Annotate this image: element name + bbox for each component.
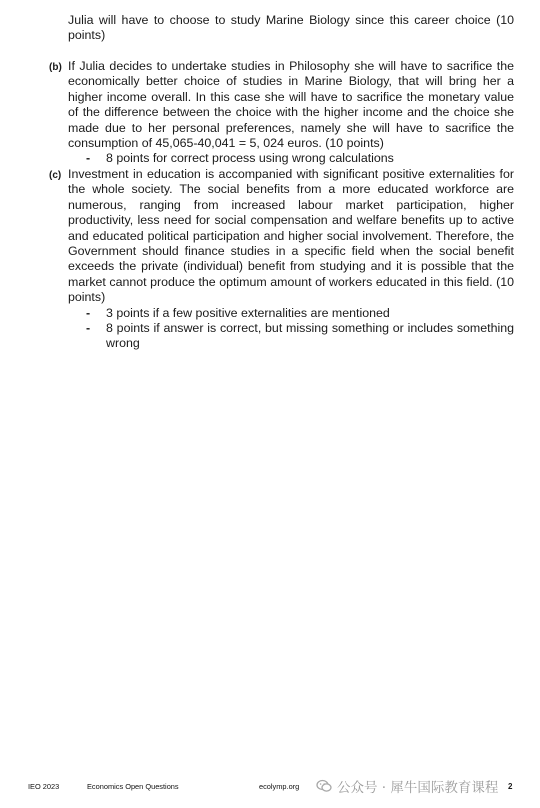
footer-site-link[interactable]: ecolymp.org bbox=[259, 782, 300, 791]
bullet-text: 3 points if a few positive externalities are mentioned bbox=[106, 305, 390, 320]
footer-event: IEO 2023 bbox=[28, 782, 60, 791]
bullet-dash: - bbox=[86, 305, 91, 320]
section-b-bullets bbox=[68, 151, 514, 166]
intro-text: Julia will have to choose to study Marine Biology since this career choice (10 points) bbox=[68, 13, 514, 43]
section-c bbox=[68, 167, 514, 352]
list-item bbox=[68, 306, 514, 321]
section-c-bullets bbox=[68, 306, 514, 352]
page-number: 2 bbox=[508, 782, 513, 791]
list-item bbox=[68, 321, 514, 352]
bullet-dash: - bbox=[86, 151, 91, 166]
list-item bbox=[68, 151, 514, 166]
footer-title: Economics Open Questions bbox=[87, 782, 179, 791]
section-c-marker: (c) bbox=[49, 170, 62, 181]
bullet-dash: - bbox=[86, 321, 91, 336]
section-c-text: Investment in education is accompanied with significant positive externalities for the whole society. The social benefits from a more educated workforce are numerous, ranging from increased labour market participation, higher productivity, less need for social compensation and welfare benefits up to active and educated political participation and higher social involvement. Therefore, the Government should finance studies in a specific field when the social benefit exceeds the private (individual) benefit from studying and it is possible that the market cannot produce the optimum amount of workers educated in this field. (10 points) bbox=[68, 167, 514, 305]
intro-paragraph bbox=[68, 13, 514, 44]
section-b-marker: (b) bbox=[49, 62, 62, 73]
section-b bbox=[68, 59, 514, 167]
wechat-icon bbox=[316, 778, 332, 794]
watermark-text: 公众号 · 犀牛国际教育课程 bbox=[337, 780, 499, 796]
bullet-text: 8 points for correct process using wrong calculations bbox=[106, 151, 394, 166]
watermark bbox=[316, 775, 498, 797]
section-b-text: If Julia decides to undertake studies in Philosophy she will have to sacrifice the economically better choice of studies in Marine Biology, that will bring her a higher income overall. In this case she will have to sacrifice the monetary value of the difference between the choice with the higher income and the choice she made due to her personal preferences, namely she will have to sacrifice the consumption of 45,065-40,041 = 5, 024 euros. (10 points) bbox=[68, 59, 514, 151]
bullet-text: 8 points if answer is correct, but missing something or includes something wrong bbox=[106, 321, 514, 351]
